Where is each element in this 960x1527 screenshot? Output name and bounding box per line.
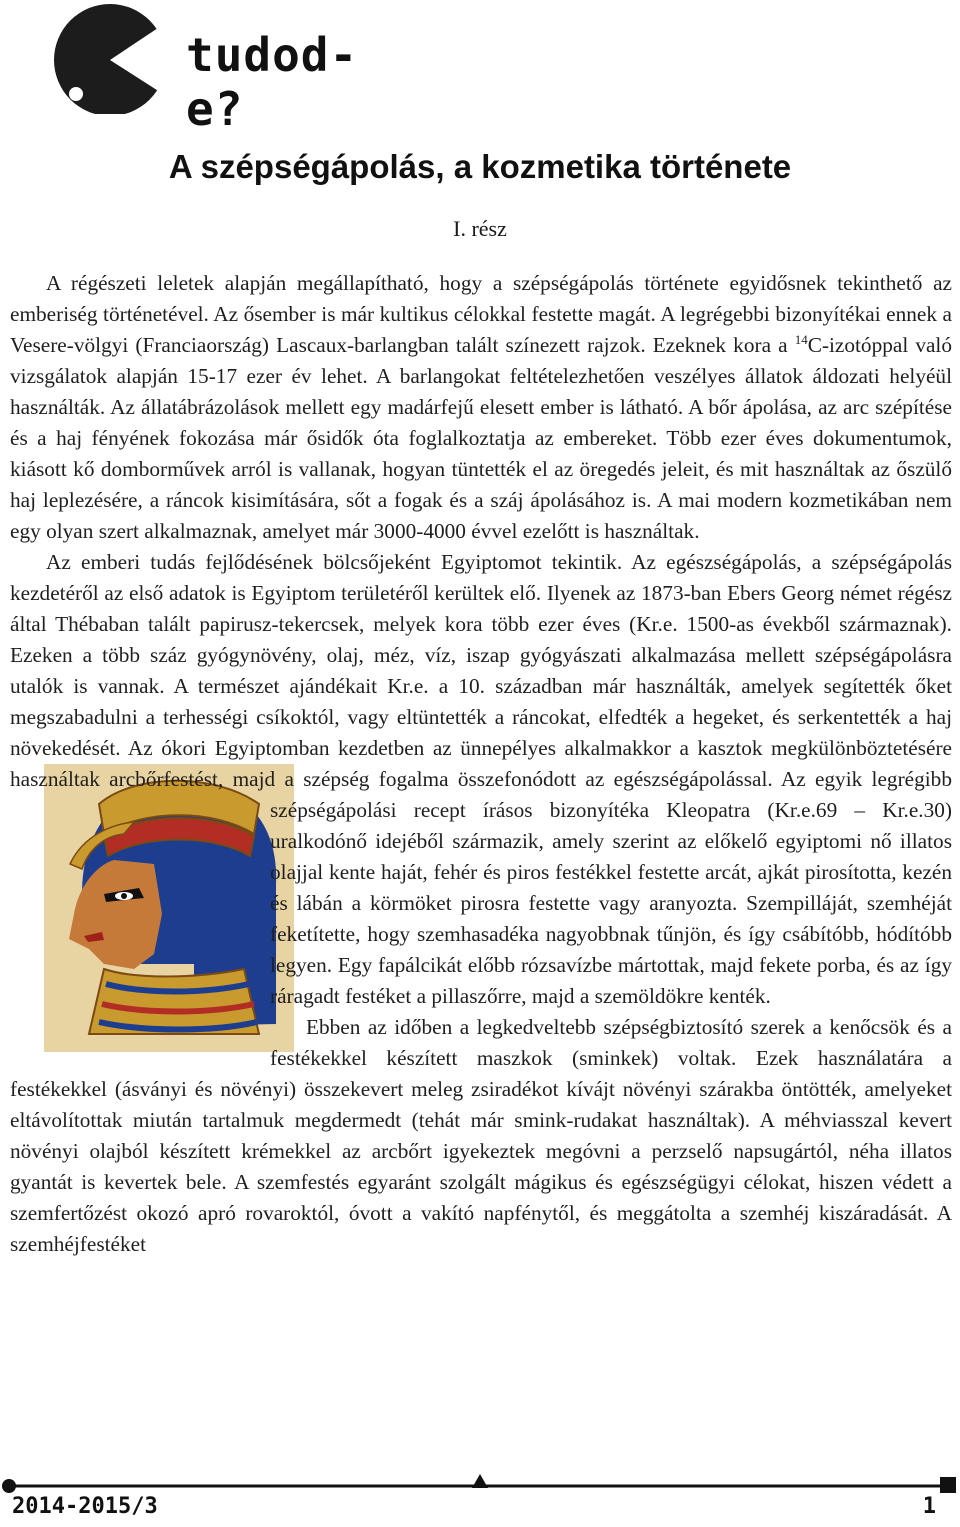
paragraph-1: A régészeti leletek alapján megállapítható, hogy a szépségápolás története egyidősnek tekinthető az emberiség történetével. Az ősember is már kultikus célokkal festette magát. A legrégebbi bizonyítékai ennek a Vesere-völgyi (Franciaország) Lascaux-barlangban talált színezett rajzok. Ezeknek kora a $^{14}$C-izotóppal való vizsgálatok alapján 15-17 ezer év lehet. A barlangokat feltételezhetően veszélyes állatok áldozati helyéül használták. Az állatábrázolások mellett egy madárfejű elesett ember is látható. A bőr ápolása, az arc szépítése és a haj fényének fokozása már ősidők óta foglalkoztatja az embereket. Több ezer éves dokumentumok, kiásott kő domborművek arról is vallanak, hogyan tüntették el az öregedés jeleit, és mit használtak az őszülő haj leplezésére, a ráncok kisimítására, sőt a fogak és a száj ápolásához is. A mai modern kozmetikában nem egy olyan szert alkalmaznak, amelyet már 3000-4000 évvel ezelőtt is használtak.: [10, 271, 953, 543]
issue-label: 2014-2015/3: [12, 1494, 158, 1519]
article-body: [10, 268, 952, 1260]
paragraph-3: Ebben az időben a legkedveltebb szépségbiztosító szerek a kenőcsök és a festékekkel készített maszkok (sminkek) voltak. Ezek használatára a festékekkel (ásványi és növényi) összekevert meleg zsiradékot kívájt növényi szárakba öntötték, amelyeket eltávolítottak miután tartalmuk megdermedt (tehát már smink-rudakat használtak). A méhviasszal kevert növényi olajból készített krémekkel az arcbőrt igyekeztek megóvni a perzselő napsugártól, néha illatos gyantát is kevertek bele. A szemfestés egyaránt szolgált mágikus és egészségügyi célokat, hiszen védett a szemfertőzést okozó apró rovaroktól, óvott a vakító napfénytől, és meggátolta a szemhéj kiszáradását. A szemhéjfestéket: [10, 1015, 952, 1256]
paragraph-2-start: Az emberi tudás fejlődésének bölcsőjeként Egyiptomot tekintik. Az egészségápolás, a szépségápolás kezdetéről az első adatok is Egyiptom területéről kerültek elő. Ilyenek az 1873-ban Ebers Georg német régész által Thébaban talált papirusz-tekercsek, melyek kora több ezer éves (Kr.e. 1500-as évekből származnak). Ezeken a több száz gyógynövény, olaj, méz, víz, iszap gyógyászati alkalmazása mellett szépségápolásra utalók is vannak. A természet ajándékait Kr.e. a 10. században már használták, amelyek segítették őket megszabadulni a terhességi csíkoktól, vagy eltüntették a ráncokat, elfedték a hegeket, és serkentették a haj növekedését. Az ókori Egyiptomban kezdetben az ünnepélyes alkalmakkor a kasztok megkülönböztetésére használtak arcbőrfestést, majd a szépség: [10, 550, 952, 791]
footer-triangle-icon: [472, 1474, 488, 1488]
logo-emblem-icon: [48, 2, 188, 114]
cleopatra-portrait: [8, 764, 258, 1052]
paragraph-2: Az emberi tudás fejlődésének bölcsőjeként Egyiptomot tekintik. Az egészségápolás, a szépségápolás kezdetéről az első adatok is Egyiptom területéről kerültek elő. Ilyenek az 1873-ban Ebers Georg német régész által Thébaban talált papirusz-tekercsek, melyek kora több ezer éves (Kr.e. 1500-as évekből származnak). Ezeken a több száz gyógynövény, olaj, méz, víz, iszap gyógyászati alkalmazása mellett szépségápolásra utalók is vannak. A természet ajándékait Kr.e. a 10. században már használták, amelyek segítették őket megszabadulni a terhességi csíkoktól, vagy eltüntették a ráncokat, elfedték a hegeket, és serkentették a haj növekedését. Az ókori Egyiptomban kezdetben az ünnepélyes alkalmakkor a kasztok megkülönböztetésére használtak arcbőrfestést, majd a szépség fogalma összefonódott az egészségápolással. Az egyik legrégibb szépségápolási recept írásos bizonyítéka Kleopatra (Kr.e.69 – Kr.e.30) uralkodónő idejéből származik, amely szerint az előkelő egyiptomi nő illatos olajjal kente haját, fehér és piros festékkel festette arcát, ajkát pirosította, kezén és lábán a körmöket pirosra festette vagy aranyozta. Szempilláját, szemhéját feketítette, hogy szemhasadéka nagyobbnak tűnjön, és így csábítóbb, hódítóbb legyen. Egy fapálcikát előbb rózsavízbe mártottak, majd fekete porba, és az így ráragadt festéket a pillaszőrre, majd a szemöldökre kenték.: [10, 547, 952, 1012]
page-number: 1: [922, 1494, 936, 1519]
magazine-logo: [48, 2, 408, 136]
article-part: I. rész: [453, 216, 507, 241]
footer-dot-icon: [2, 1479, 16, 1493]
logo-text: tudod-e?: [186, 28, 359, 136]
footer-square-icon: [940, 1477, 956, 1493]
article-title: A szépségápolás, a kozmetika története: [168, 148, 792, 185]
